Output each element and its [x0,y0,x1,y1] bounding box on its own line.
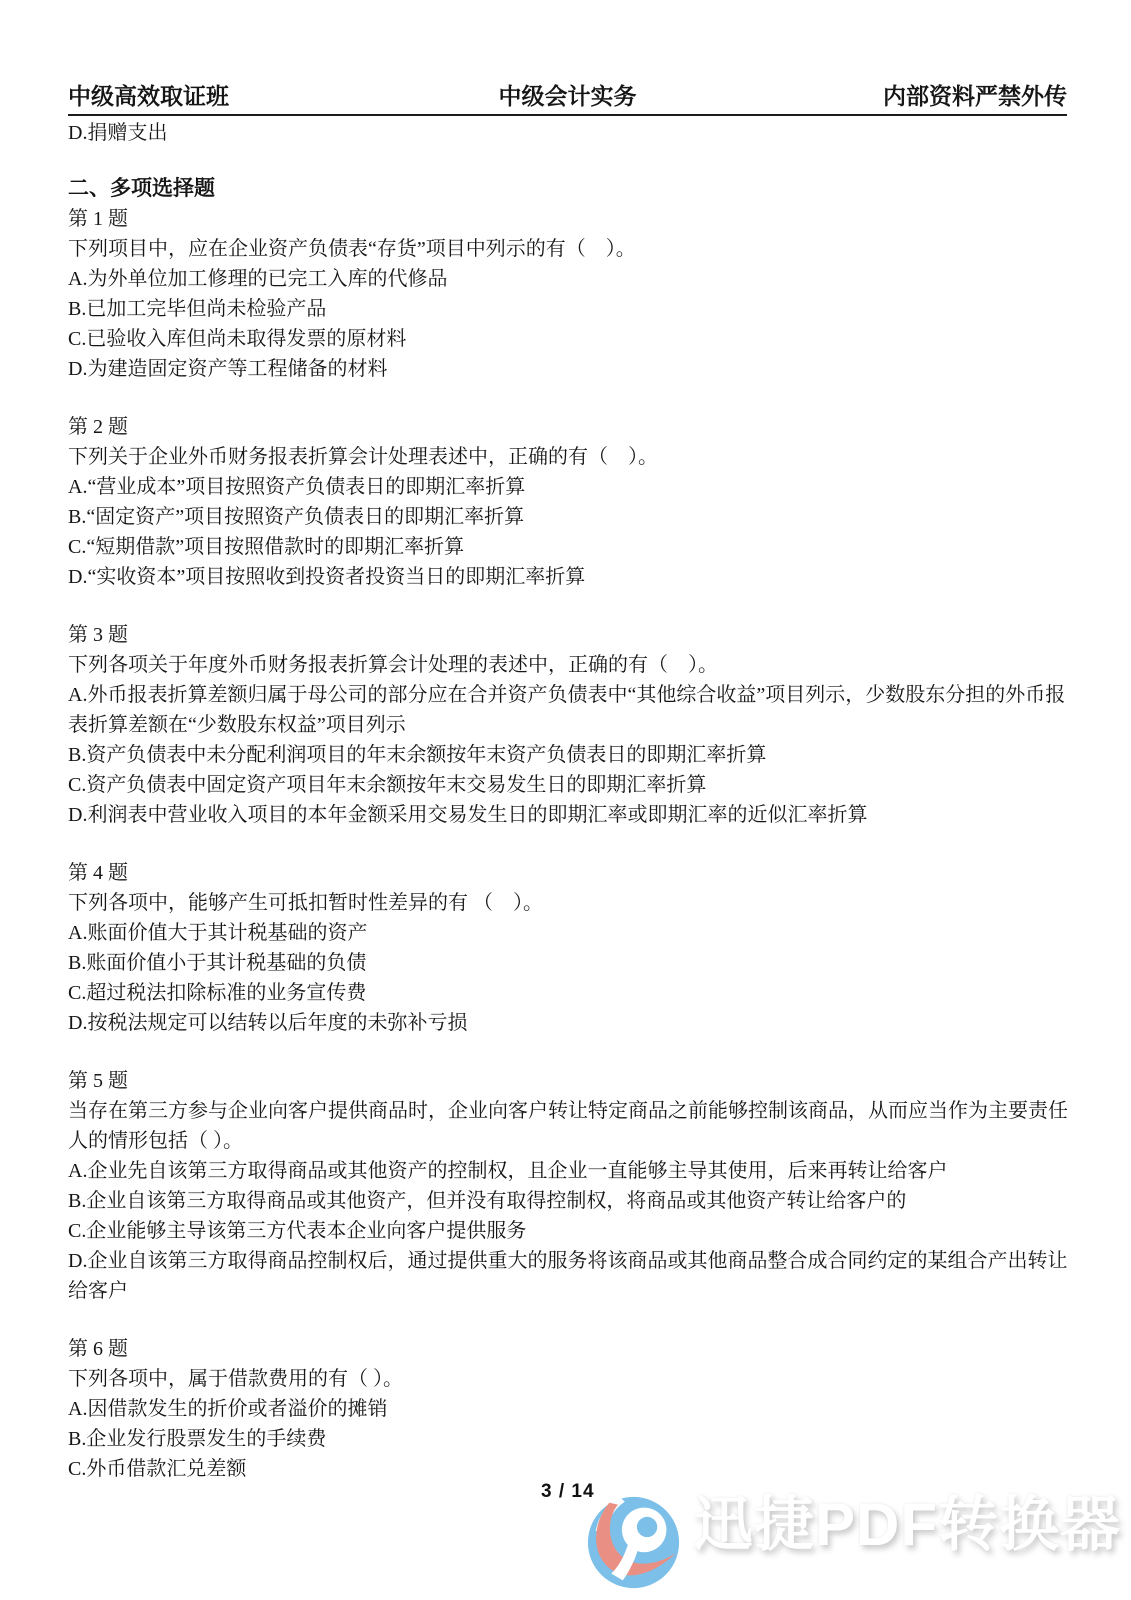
question-option: D.为建造固定资产等工程储备的材料 [68,358,388,380]
question-block-4 [68,858,1069,1038]
question-option: A.外币报表折算差额归属于母公司的部分应在合并资产负债表中“其他综合收益”项目列示，少数股东分担的外币报表折算差额在“少数股东权益”项目列示 [68,684,1066,736]
question-block-3 [68,620,1069,830]
question-option: C.外币借款汇兑差额 [68,1458,247,1480]
question-stem: 下列各项中，属于借款费用的有（ ）。 [68,1368,403,1390]
header-course-name: 中级高效取证班 [68,83,229,109]
question-block-6 [68,1334,1069,1484]
logo-p-bowl-hole [637,1517,657,1537]
question-number: 第 6 题 [68,1338,128,1360]
question-option: C.资产负债表中固定资产项目年末余额按年末交易发生日的即期汇率折算 [68,774,707,796]
question-number: 第 2 题 [68,416,128,438]
question-number: 第 1 题 [68,208,128,230]
question-block-5 [68,1066,1069,1306]
leftover-option-line: D.捐赠支出 [68,122,168,144]
page-number: 3 / 14 [541,1481,595,1502]
question-number: 第 3 题 [68,624,128,646]
page-content [68,118,1069,1484]
question-option: C.企业能够主导该第三方代表本企业向客户提供服务 [68,1220,527,1242]
question-block-1 [68,204,1069,384]
question-option: D.企业自该第三方取得商品控制权后，通过提供重大的服务将该商品或其他商品整合成合同约定的某组合产出转让给客户 [68,1250,1068,1302]
question-option: A.企业先自该第三方取得商品或其他资产的控制权，且企业一直能够主导其使用，后来再转让给客户 [68,1160,948,1182]
section-title: 二、多项选择题 [68,177,215,200]
question-option: C.“短期借款”项目按照借款时的即期汇率折算 [68,536,465,558]
question-option: A.为外单位加工修理的已完工入库的代修品 [68,268,448,290]
question-stem: 下列各项关于年度外币财务报表折算会计处理的表述中，正确的有（ ）。 [68,654,718,676]
question-number: 第 5 题 [68,1070,128,1092]
question-option: B.“固定资产”项目按照资产负债表日的即期汇率折算 [68,506,525,528]
question-option: C.已验收入库但尚未取得发票的原材料 [68,328,407,350]
question-stem: 当存在第三方参与企业向客户提供商品时，企业向客户转让特定商品之前能够控制该商品，从而应当作为主要责任人的情形包括（ ）。 [68,1100,1068,1152]
question-number: 第 4 题 [68,862,128,884]
question-stem: 下列项目中，应在企业资产负债表“存货”项目中列示的有（ ）。 [68,238,636,260]
question-option: A.“营业成本”项目按照资产负债表日的即期汇率折算 [68,476,526,498]
question-block-2 [68,412,1069,592]
watermark-text: 迅捷PDF转换器 [693,1491,1121,1558]
question-option: A.账面价值大于其计税基础的资产 [68,922,368,944]
question-option: C.超过税法扣除标准的业务宣传费 [68,982,367,1004]
question-option: A.因借款发生的折价或者溢价的摊销 [68,1398,388,1420]
question-option: B.已加工完毕但尚未检验产品 [68,298,327,320]
question-option: B.企业发行股票发生的手续费 [68,1428,327,1450]
question-option: B.账面价值小于其计税基础的负债 [68,952,367,974]
pdf-converter-logo-icon [585,1494,682,1591]
question-option: D.按税法规定可以结转以后年度的未弥补亏损 [68,1012,468,1034]
page-header [68,83,1067,116]
header-subject-title: 中级会计实务 [498,83,637,109]
question-stem: 下列各项中，能够产生可抵扣暂时性差异的有 （ ）。 [68,892,543,914]
question-option: B.企业自该第三方取得商品或其他资产，但并没有取得控制权，将商品或其他资产转让给客户的 [68,1190,907,1212]
question-option: B.资产负债表中未分配利润项目的年末余额按年末资产负债表日的即期汇率折算 [68,744,767,766]
question-option: D.“实收资本”项目按照收到投资者投资当日的即期汇率折算 [68,566,586,588]
question-option: D.利润表中营业收入项目的本年金额采用交易发生日的即期汇率或即期汇率的近似汇率折算 [68,804,868,826]
question-stem: 下列关于企业外币财务报表折算会计处理表述中，正确的有（ ）。 [68,446,658,468]
header-confidential-notice: 内部资料严禁外传 [883,83,1067,109]
